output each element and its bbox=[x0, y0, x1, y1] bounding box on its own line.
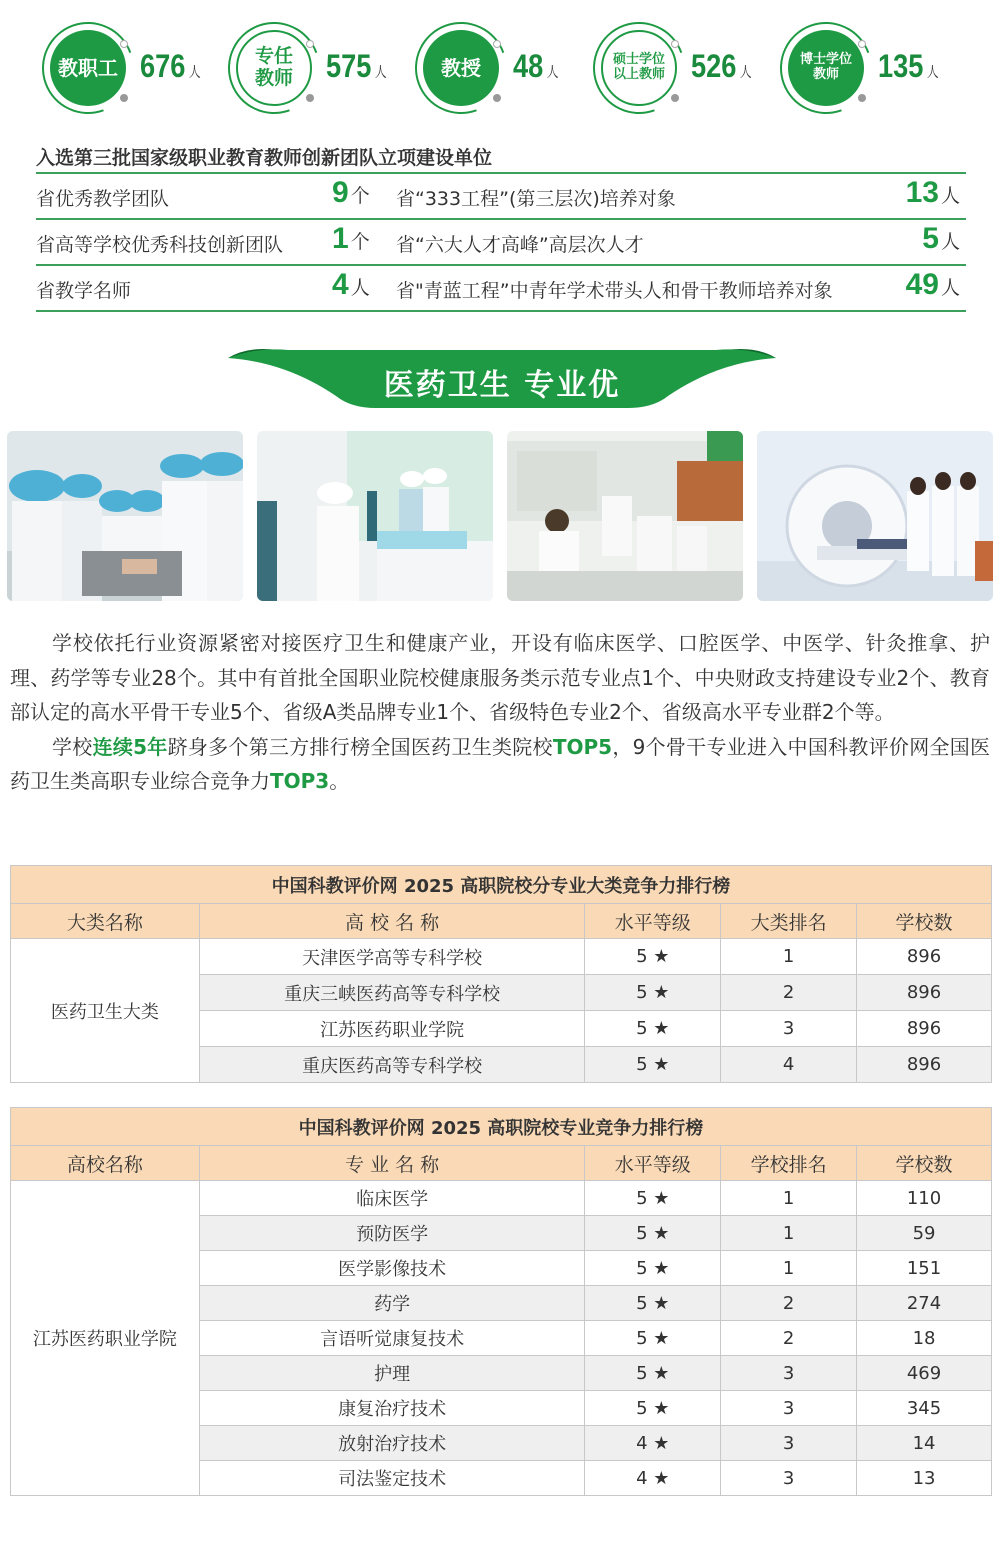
major-name: 护理 bbox=[199, 1356, 585, 1391]
highlight-text: 连续5年 bbox=[92, 734, 168, 759]
rank-cell: 3 bbox=[721, 1426, 857, 1461]
count-cell: 896 bbox=[857, 1047, 992, 1083]
honor-value bbox=[332, 222, 370, 256]
category-cell: 医药卫生大类 bbox=[11, 939, 200, 1083]
column-header: 大类名称 bbox=[11, 904, 200, 939]
honor-number: 49 bbox=[905, 268, 939, 301]
rank-cell: 2 bbox=[721, 1286, 857, 1321]
table-caption: 中国科教评价网 2025 高职院校专业竞争力排行榜 bbox=[11, 1108, 992, 1146]
honor-unit: 人 bbox=[940, 186, 960, 207]
level-cell: 5 ★ bbox=[585, 939, 721, 975]
stat-label-line: 专任 bbox=[254, 45, 293, 68]
stat-label: 教职工 bbox=[58, 55, 118, 80]
school-name: 天津医学高等专科学校 bbox=[199, 939, 585, 975]
staff-stats bbox=[0, 22, 1000, 118]
stat-value bbox=[878, 48, 939, 85]
ring-dot bbox=[671, 40, 679, 48]
paragraph-2 bbox=[10, 730, 990, 799]
count-cell: 18 bbox=[857, 1321, 992, 1356]
level-cell: 5 ★ bbox=[585, 1251, 721, 1286]
count-cell: 345 bbox=[857, 1391, 992, 1426]
photo-pharmacy bbox=[507, 431, 743, 601]
level-cell: 5 ★ bbox=[585, 1011, 721, 1047]
stat-number: 48 bbox=[513, 48, 544, 84]
level-cell: 4 ★ bbox=[585, 1426, 721, 1461]
stat-unit: 人 bbox=[926, 64, 939, 80]
text-run: 学校 bbox=[52, 734, 93, 759]
stat-label bbox=[613, 53, 665, 83]
count-cell: 896 bbox=[857, 975, 992, 1011]
count-cell: 13 bbox=[857, 1461, 992, 1496]
table-row bbox=[11, 939, 992, 975]
level-cell: 5 ★ bbox=[585, 1286, 721, 1321]
honor-value bbox=[332, 268, 370, 302]
stat-badge bbox=[601, 30, 677, 106]
rank-cell: 3 bbox=[721, 1391, 857, 1426]
honor-label: 省“333工程”(第三层次)培养对象 bbox=[396, 188, 676, 210]
honors-title: 入选第三批国家级职业教育教师创新团队立项建设单位 bbox=[36, 142, 966, 174]
honor-unit: 人 bbox=[940, 278, 960, 299]
stat-unit: 人 bbox=[546, 64, 559, 80]
rank-cell: 1 bbox=[721, 1216, 857, 1251]
honor-label: 省"青蓝工程”中青年学术带头人和骨干教师培养对象 bbox=[396, 280, 833, 302]
stat-number: 526 bbox=[691, 48, 737, 84]
stat-badge bbox=[50, 30, 126, 106]
ring-dot bbox=[493, 94, 501, 102]
count-cell: 151 bbox=[857, 1251, 992, 1286]
level-cell: 5 ★ bbox=[585, 1391, 721, 1426]
section-ribbon bbox=[228, 344, 776, 410]
table-caption: 中国科教评价网 2025 高职院校分专业大类竞争力排行榜 bbox=[11, 866, 992, 904]
photo-image bbox=[507, 431, 743, 601]
honor-value bbox=[922, 222, 960, 256]
count-cell: 896 bbox=[857, 939, 992, 975]
ring-dot bbox=[120, 40, 128, 48]
stat-badge bbox=[423, 30, 499, 106]
ribbon-title: 医药卫生 专业优 bbox=[383, 368, 621, 403]
honor-value bbox=[906, 268, 960, 302]
ring-dot bbox=[858, 94, 866, 102]
honor-number: 9 bbox=[332, 176, 349, 209]
honor-unit: 个 bbox=[350, 232, 370, 253]
stat-value bbox=[513, 48, 559, 85]
count-cell: 14 bbox=[857, 1426, 992, 1461]
stat-value bbox=[140, 48, 201, 85]
stat-unit: 人 bbox=[374, 64, 387, 80]
major-name: 放射治疗技术 bbox=[199, 1426, 585, 1461]
photo-nursing-ward bbox=[257, 431, 493, 601]
rank-cell: 1 bbox=[721, 1251, 857, 1286]
intro-text bbox=[10, 626, 990, 799]
table-header-row bbox=[11, 1146, 992, 1181]
honor-number: 5 bbox=[922, 222, 939, 255]
stat-label-line: 教师 bbox=[254, 67, 293, 89]
stat-value bbox=[691, 48, 752, 85]
rank-cell: 1 bbox=[721, 939, 857, 975]
stat-label-line: 教师 bbox=[812, 67, 839, 82]
stat-label-line: 以上教师 bbox=[612, 67, 665, 82]
honor-number: 4 bbox=[332, 268, 349, 301]
level-cell: 4 ★ bbox=[585, 1461, 721, 1496]
honor-number: 13 bbox=[905, 176, 939, 209]
column-header: 专 业 名 称 bbox=[199, 1146, 585, 1181]
level-cell: 5 ★ bbox=[585, 1047, 721, 1083]
honor-number: 1 bbox=[332, 222, 349, 255]
column-header: 学校数 bbox=[857, 1146, 992, 1181]
major-name: 药学 bbox=[199, 1286, 585, 1321]
major-ranking-table bbox=[10, 1107, 992, 1496]
photo-ct-imaging bbox=[757, 431, 993, 601]
level-cell: 5 ★ bbox=[585, 1216, 721, 1251]
stat-unit: 人 bbox=[739, 64, 752, 80]
major-name: 言语听觉康复技术 bbox=[199, 1321, 585, 1356]
count-cell: 469 bbox=[857, 1356, 992, 1391]
rank-cell: 3 bbox=[721, 1011, 857, 1047]
stat-label-line: 硕士学位 bbox=[612, 52, 665, 68]
count-cell: 110 bbox=[857, 1181, 992, 1216]
column-header: 水平等级 bbox=[585, 904, 721, 939]
column-header: 高 校 名 称 bbox=[199, 904, 585, 939]
table-row bbox=[11, 1181, 992, 1216]
major-name: 临床医学 bbox=[199, 1181, 585, 1216]
ring-dot bbox=[671, 94, 679, 102]
rank-cell: 4 bbox=[721, 1047, 857, 1083]
category-ranking-table bbox=[10, 865, 992, 1083]
highlight-text: TOP3 bbox=[270, 769, 330, 793]
school-cell: 江苏医药职业学院 bbox=[11, 1181, 200, 1496]
column-header: 水平等级 bbox=[585, 1146, 721, 1181]
rank-cell: 2 bbox=[721, 1321, 857, 1356]
honor-value bbox=[332, 176, 370, 210]
rank-cell: 1 bbox=[721, 1181, 857, 1216]
honor-label: 省教学名师 bbox=[36, 280, 132, 302]
photo-image bbox=[757, 431, 993, 601]
level-cell: 5 ★ bbox=[585, 1321, 721, 1356]
honor-label: 省高等学校优秀科技创新团队 bbox=[36, 234, 284, 256]
ring-dot bbox=[306, 40, 314, 48]
stat-unit: 人 bbox=[188, 64, 201, 80]
major-name: 司法鉴定技术 bbox=[199, 1461, 585, 1496]
photo-clinical-training bbox=[7, 431, 243, 601]
column-header: 大类排名 bbox=[721, 904, 857, 939]
honors-row bbox=[36, 220, 966, 266]
level-cell: 5 ★ bbox=[585, 1181, 721, 1216]
honors-list bbox=[36, 142, 966, 312]
level-cell: 5 ★ bbox=[585, 1356, 721, 1391]
count-cell: 274 bbox=[857, 1286, 992, 1321]
honor-label: 省优秀教学团队 bbox=[36, 188, 170, 210]
major-name: 预防医学 bbox=[199, 1216, 585, 1251]
photo-image bbox=[7, 431, 243, 601]
stat-label bbox=[255, 46, 293, 90]
honors-row bbox=[36, 266, 966, 312]
rank-cell: 3 bbox=[721, 1461, 857, 1496]
column-header: 学校排名 bbox=[721, 1146, 857, 1181]
stat-value bbox=[326, 48, 387, 85]
rank-cell: 3 bbox=[721, 1356, 857, 1391]
count-cell: 59 bbox=[857, 1216, 992, 1251]
stat-number: 135 bbox=[878, 48, 924, 84]
highlight-text: TOP5 bbox=[552, 734, 613, 759]
stat-badge bbox=[236, 30, 312, 106]
table-header-row bbox=[11, 904, 992, 939]
ring-dot bbox=[493, 40, 501, 48]
stat-label: 教授 bbox=[441, 55, 481, 80]
level-cell: 5 ★ bbox=[585, 975, 721, 1011]
stat-label bbox=[800, 53, 852, 83]
count-cell: 896 bbox=[857, 1011, 992, 1047]
honor-unit: 个 bbox=[350, 186, 370, 207]
honors-row bbox=[36, 174, 966, 220]
school-name: 江苏医药职业学院 bbox=[199, 1011, 585, 1047]
paragraph-1: 学校依托行业资源紧密对接医疗卫生和健康产业，开设有临床医学、口腔医学、中医学、针灸推拿、护理、药学等专业28个。其中有首批全国职业院校健康服务类示范专业点1个、中央财政支持建设专业2个、教育部认定的高水平骨干专业5个、省级A类品牌专业1个、省级特色专业2个、省级高水平专业群2个等。 bbox=[10, 631, 990, 724]
photo-strip bbox=[7, 431, 993, 601]
column-header: 高校名称 bbox=[11, 1146, 200, 1181]
ring-dot bbox=[306, 94, 314, 102]
rank-cell: 2 bbox=[721, 975, 857, 1011]
honor-unit: 人 bbox=[940, 232, 960, 253]
school-name: 重庆医药高等专科学校 bbox=[199, 1047, 585, 1083]
text-run: 。 bbox=[329, 769, 350, 793]
honor-value bbox=[906, 176, 960, 210]
major-name: 康复治疗技术 bbox=[199, 1391, 585, 1426]
honor-unit: 人 bbox=[350, 278, 370, 299]
column-header: 学校数 bbox=[857, 904, 992, 939]
honor-label: 省“六大人才高峰”高层次人才 bbox=[396, 234, 644, 256]
text-run: 跻身多个第三方排行榜全国医药卫生类院校 bbox=[167, 734, 553, 759]
major-name: 医学影像技术 bbox=[199, 1251, 585, 1286]
stat-badge bbox=[788, 30, 864, 106]
school-name: 重庆三峡医药高等专科学校 bbox=[199, 975, 585, 1011]
ring-dot bbox=[858, 40, 866, 48]
stat-number: 676 bbox=[140, 48, 186, 84]
stat-label-line: 博士学位 bbox=[799, 52, 852, 68]
text-run: ，9个骨干专业进入中国科教评价网全国医药卫生类高职专业综合竞争力 bbox=[10, 734, 991, 793]
photo-image bbox=[257, 431, 493, 601]
stat-number: 575 bbox=[326, 48, 372, 84]
ring-dot bbox=[120, 94, 128, 102]
